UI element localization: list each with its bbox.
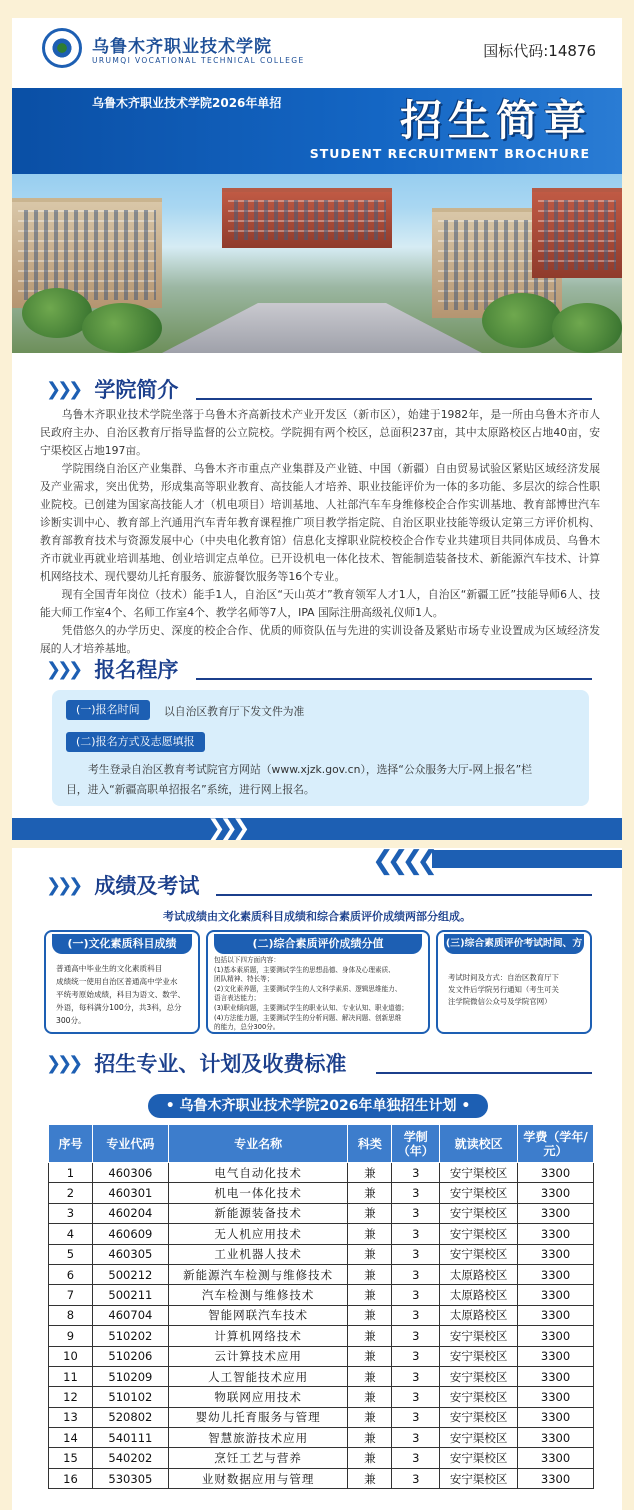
bullet-dot-icon: • xyxy=(165,1098,180,1114)
table-cell: 兼 xyxy=(348,1448,392,1468)
tree xyxy=(482,293,562,348)
table-cell: 460305 xyxy=(92,1244,168,1264)
table-cell: 新能源装备技术 xyxy=(168,1203,348,1223)
table-cell: 3 xyxy=(49,1203,93,1223)
table-row xyxy=(49,1285,594,1305)
building-far-right xyxy=(532,188,622,278)
table-cell: 3300 xyxy=(518,1163,594,1183)
table-cell: 兼 xyxy=(348,1224,392,1244)
table-row xyxy=(49,1224,594,1244)
table-row xyxy=(49,1468,594,1488)
table-cell: 汽车检测与维修技术 xyxy=(168,1285,348,1305)
building-center xyxy=(222,188,392,248)
footer-bar xyxy=(12,818,622,840)
building-left xyxy=(12,198,162,308)
table-row xyxy=(49,1244,594,1264)
table-cell: 电气自动化技术 xyxy=(168,1163,348,1183)
table-cell: 工业机器人技术 xyxy=(168,1244,348,1264)
card-title: (一)文化素质科目成绩 xyxy=(52,934,192,954)
table-cell: 计算机网络技术 xyxy=(168,1326,348,1346)
registration-box xyxy=(52,690,589,806)
table-cell: 3300 xyxy=(518,1387,594,1407)
triple-chevron-icon: ❯❯❯ xyxy=(46,378,80,400)
triple-chevron-icon: ❯❯❯ xyxy=(46,1052,80,1074)
table-cell: 6 xyxy=(49,1264,93,1284)
table-cell: 500212 xyxy=(92,1264,168,1284)
table-cell: 460306 xyxy=(92,1163,168,1183)
table-cell: 510202 xyxy=(92,1326,168,1346)
table-cell: 兼 xyxy=(348,1326,392,1346)
triple-chevron-icon: ❯❯❯ xyxy=(46,658,80,680)
table-cell: 兼 xyxy=(348,1244,392,1264)
banner-strip: 乌鲁木齐职业技术学院2026年单招 xyxy=(92,96,282,110)
table-cell: 3300 xyxy=(518,1244,594,1264)
table-row xyxy=(49,1305,594,1325)
table-cell: 兼 xyxy=(348,1428,392,1448)
intro-paragraph: 现有全国青年岗位（技术）能手1人，自治区“天山英才”教育领军人才1人，自治区“新疆工匠”技能导师6人、技能大师工作室4个、名师工作室4个、教学名师等7人，IPA 国际注册高级礼仪师1人。 xyxy=(40,588,600,619)
table-cell: 15 xyxy=(49,1448,93,1468)
table-cell: 安宁渠校区 xyxy=(440,1407,518,1427)
table-cell: 3 xyxy=(392,1203,440,1223)
table-cell: 1 xyxy=(49,1163,93,1183)
table-cell: 云计算技术应用 xyxy=(168,1346,348,1366)
table-cell: 3300 xyxy=(518,1407,594,1427)
registration-method-label: (二)报名方式及志愿填报 xyxy=(66,732,205,752)
table-cell: 兼 xyxy=(348,1366,392,1386)
intro-paragraph: 学院围绕自治区产业集群、乌鲁木齐市重点产业集群及产业链、中国（新疆）自由贸易试验区紧贴区域经济发展及产业需求，突出优势，形成集高等职业教育、高技能人才培养、职业技能评价为一体的多功能、多层次的综合性职业院校。已创建为国家高技能人才（机电项目）培训基地、人社部汽车车身维修校企合作实训基地、教育部博世汽车诊断实训中心、教育部上汽通用汽车青年教育课程推广项目教学指定院、自治区职业技能等级认定第三方评价机构、教育部教育技术与资源发展中心（中央电化教育馆）信息化支撑职业院校校企合作专业共建项目共同体成员、乌鲁木齐市就业再就业培训基地、创业培训定点单位。已开设机电一体化技术、智能制造装备技术、新能源汽车技术、计算机网络技术、现代婴幼儿托育服务、旅游餐饮服务等16个专业。 xyxy=(40,462,600,583)
card-body: 包括以下四方面内容： (1)基本素质题，主要测试学生的思想品德、身体及心理素质、 团队精神、特长等； (2)文化素养题，主要测试学生的人文科学素质、逻辑思维能力、 语言表达能力； (3)职业倾向题，主要测试学生的职业认知、专业认知、职业道德； (4)方法能力题，主要测试学生的分析问题、解决问题、创新思维 的能力，总分300分。 xyxy=(214,956,408,1032)
table-cell: 婴幼儿托育服务与管理 xyxy=(168,1407,348,1427)
table-cell: 3300 xyxy=(518,1326,594,1346)
exam-card-culture xyxy=(44,930,200,1034)
registration-method-text: 考生登录自治区教育考试院官方网站（www.xjzk.gov.cn），选择“公众服务大厅-网上报名”栏 xyxy=(88,763,533,776)
card-title: (三)综合素质评价考试时间、方式 xyxy=(444,934,584,954)
table-cell: 510102 xyxy=(92,1387,168,1407)
card-body: 普通高中毕业生的文化素质科目 成绩统一使用自治区普通高中学业水 平统考原始成绩，科目为语文、数学、 外语，每科满分100分，共3科，总分 300分。 xyxy=(56,964,186,1025)
table-cell: 安宁渠校区 xyxy=(440,1244,518,1264)
table-cell: 500211 xyxy=(92,1285,168,1305)
banner-title: 招生简章 xyxy=(399,96,592,145)
column-header: 学制（年） xyxy=(392,1125,440,1163)
table-row xyxy=(49,1366,594,1386)
table-cell: 3 xyxy=(392,1326,440,1346)
table-cell: 14 xyxy=(49,1428,93,1448)
table-cell: 业财数据应用与管理 xyxy=(168,1468,348,1488)
table-cell: 510206 xyxy=(92,1346,168,1366)
table-cell: 3 xyxy=(392,1366,440,1386)
school-name-cn: 乌鲁木齐职业技术学院 xyxy=(92,37,272,57)
table-cell: 13 xyxy=(49,1407,93,1427)
section-heading-plan: ❯❯❯ 招生专业、计划及收费标准 xyxy=(46,1048,606,1076)
table-row xyxy=(49,1346,594,1366)
table-cell: 530305 xyxy=(92,1468,168,1488)
table-cell: 安宁渠校区 xyxy=(440,1326,518,1346)
page-header xyxy=(12,18,622,84)
school-name-en: URUMQI VOCATIONAL TECHNICAL COLLEGE xyxy=(92,56,305,65)
table-cell: 3 xyxy=(392,1285,440,1305)
table-cell: 太原路校区 xyxy=(440,1264,518,1284)
table-cell: 16 xyxy=(49,1468,93,1488)
brochure-page-2 xyxy=(12,848,622,1510)
table-cell: 8 xyxy=(49,1305,93,1325)
table-cell: 安宁渠校区 xyxy=(440,1448,518,1468)
top-bar xyxy=(432,850,622,868)
table-cell: 安宁渠校区 xyxy=(440,1387,518,1407)
table-cell: 安宁渠校区 xyxy=(440,1224,518,1244)
table-cell: 太原路校区 xyxy=(440,1285,518,1305)
table-cell: 12 xyxy=(49,1387,93,1407)
table-cell: 机电一体化技术 xyxy=(168,1183,348,1203)
table-cell: 3300 xyxy=(518,1448,594,1468)
table-cell: 兼 xyxy=(348,1407,392,1427)
table-cell: 3300 xyxy=(518,1468,594,1488)
table-cell: 3 xyxy=(392,1305,440,1325)
school-logo xyxy=(42,28,82,68)
campus-banner xyxy=(12,88,622,353)
column-header: 序号 xyxy=(49,1125,93,1163)
table-cell: 3300 xyxy=(518,1285,594,1305)
table-cell: 3300 xyxy=(518,1428,594,1448)
table-cell: 兼 xyxy=(348,1468,392,1488)
table-row xyxy=(49,1183,594,1203)
column-header: 就读校区 xyxy=(440,1125,518,1163)
table-row xyxy=(49,1163,594,1183)
table-row xyxy=(49,1326,594,1346)
table-cell: 3 xyxy=(392,1163,440,1183)
table-cell: 太原路校区 xyxy=(440,1305,518,1325)
table-row xyxy=(49,1448,594,1468)
table-cell: 物联网应用技术 xyxy=(168,1387,348,1407)
column-header: 专业名称 xyxy=(168,1125,348,1163)
table-cell: 9 xyxy=(49,1326,93,1346)
table-cell: 3 xyxy=(392,1224,440,1244)
chevron-left-icon: ❮❮❮❮ xyxy=(372,848,432,876)
card-body: 考试时间及方式：自治区教育厅下 发文件后学院另行通知（考生可关 注学院微信公众号及学院官网） xyxy=(448,973,559,1006)
table-cell: 520802 xyxy=(92,1407,168,1427)
column-header: 专业代码 xyxy=(92,1125,168,1163)
table-cell: 11 xyxy=(49,1366,93,1386)
table-cell: 安宁渠校区 xyxy=(440,1346,518,1366)
table-cell: 兼 xyxy=(348,1264,392,1284)
table-cell: 安宁渠校区 xyxy=(440,1163,518,1183)
table-cell: 兼 xyxy=(348,1203,392,1223)
table-cell: 兼 xyxy=(348,1305,392,1325)
table-cell: 3 xyxy=(392,1468,440,1488)
card-title: (二)综合素质评价成绩分值 xyxy=(214,934,422,954)
table-cell: 3300 xyxy=(518,1224,594,1244)
table-cell: 4 xyxy=(49,1224,93,1244)
table-cell: 10 xyxy=(49,1346,93,1366)
section-heading-intro: ❯❯❯ 学院简介 xyxy=(46,374,606,402)
banner-subtitle: STUDENT RECRUITMENT BROCHURE xyxy=(309,146,590,161)
column-header: 科类 xyxy=(348,1125,392,1163)
table-cell: 460301 xyxy=(92,1183,168,1203)
table-cell: 3 xyxy=(392,1428,440,1448)
intro-paragraph: 乌鲁木齐职业技术学院坐落于乌鲁木齐高新技术产业开发区（新市区），始建于1982年，是一所由乌鲁木齐市人民政府主办、自治区教育厅指导监督的公立院校。学院拥有两个校区，总面积237亩，其中太原路校区占地40亩，安宁渠校区占地197亩。 xyxy=(40,408,600,457)
table-cell: 安宁渠校区 xyxy=(440,1468,518,1488)
enrollment-plan-table xyxy=(48,1124,594,1489)
table-cell: 兼 xyxy=(348,1346,392,1366)
table-cell: 安宁渠校区 xyxy=(440,1203,518,1223)
table-cell: 5 xyxy=(49,1244,93,1264)
table-cell: 兼 xyxy=(348,1285,392,1305)
table-cell: 540111 xyxy=(92,1428,168,1448)
registration-time-label: (一)报名时间 xyxy=(66,700,150,720)
table-cell: 3300 xyxy=(518,1305,594,1325)
table-cell: 3300 xyxy=(518,1346,594,1366)
table-cell: 7 xyxy=(49,1285,93,1305)
national-code: 国标代码:14876 xyxy=(483,42,596,60)
table-cell: 3300 xyxy=(518,1366,594,1386)
table-cell: 3 xyxy=(392,1407,440,1427)
section-heading-registration: ❯❯❯ 报名程序 xyxy=(46,654,606,682)
column-header: 学费（学年/元） xyxy=(518,1125,594,1163)
tree xyxy=(82,303,162,353)
table-row xyxy=(49,1264,594,1284)
exam-card-schedule xyxy=(436,930,592,1034)
registration-method-text: 目，进入“新疆高职单招报名”系统，进行网上报名。 xyxy=(66,783,315,796)
table-cell: 烹饪工艺与营养 xyxy=(168,1448,348,1468)
table-cell: 460704 xyxy=(92,1305,168,1325)
table-cell: 3 xyxy=(392,1183,440,1203)
table-cell: 3 xyxy=(392,1387,440,1407)
table-header-row xyxy=(49,1125,594,1163)
table-cell: 3 xyxy=(392,1244,440,1264)
table-cell: 3 xyxy=(392,1264,440,1284)
table-cell: 无人机应用技术 xyxy=(168,1224,348,1244)
table-row xyxy=(49,1203,594,1223)
table-cell: 新能源汽车检测与维修技术 xyxy=(168,1264,348,1284)
table-cell: 兼 xyxy=(348,1163,392,1183)
triple-chevron-icon: ❯❯❯ xyxy=(46,874,80,896)
table-cell: 540202 xyxy=(92,1448,168,1468)
table-cell: 3 xyxy=(392,1346,440,1366)
tree xyxy=(552,303,622,353)
registration-time-text: 以自治区教育厅下发文件为准 xyxy=(164,705,305,718)
table-cell: 2 xyxy=(49,1183,93,1203)
plan-title: • 乌鲁木齐职业技术学院2026年单独招生计划 • xyxy=(148,1094,488,1118)
table-cell: 兼 xyxy=(348,1387,392,1407)
table-cell: 安宁渠校区 xyxy=(440,1428,518,1448)
table-cell: 510209 xyxy=(92,1366,168,1386)
table-cell: 3300 xyxy=(518,1203,594,1223)
table-cell: 460204 xyxy=(92,1203,168,1223)
table-cell: 安宁渠校区 xyxy=(440,1183,518,1203)
bullet-dot-icon: • xyxy=(456,1098,471,1114)
intro-text xyxy=(40,406,600,658)
intro-paragraph: 凭借悠久的办学历史、深度的校企合作、优质的师资队伍与先进的实训设备及紧贴市场专业设置成为区域经济发展的人才培养基地。 xyxy=(40,624,600,655)
table-cell: 3300 xyxy=(518,1183,594,1203)
table-cell: 智能网联汽车技术 xyxy=(168,1305,348,1325)
table-row xyxy=(49,1428,594,1448)
section-heading-exam: ❯❯❯ 成绩及考试 xyxy=(46,870,606,898)
table-row xyxy=(49,1387,594,1407)
table-cell: 人工智能技术应用 xyxy=(168,1366,348,1386)
chevron-right-icon: ❯❯❯ xyxy=(207,816,245,840)
table-cell: 安宁渠校区 xyxy=(440,1366,518,1386)
table-row xyxy=(49,1407,594,1427)
table-cell: 智慧旅游技术应用 xyxy=(168,1428,348,1448)
table-cell: 3 xyxy=(392,1448,440,1468)
exam-note: 考试成绩由文化素质科目成绩和综合素质评价成绩两部分组成。 xyxy=(163,910,471,923)
exam-card-comprehensive xyxy=(206,930,430,1034)
table-cell: 3300 xyxy=(518,1264,594,1284)
table-cell: 460609 xyxy=(92,1224,168,1244)
brochure-page-1 xyxy=(12,18,622,840)
table-cell: 兼 xyxy=(348,1183,392,1203)
